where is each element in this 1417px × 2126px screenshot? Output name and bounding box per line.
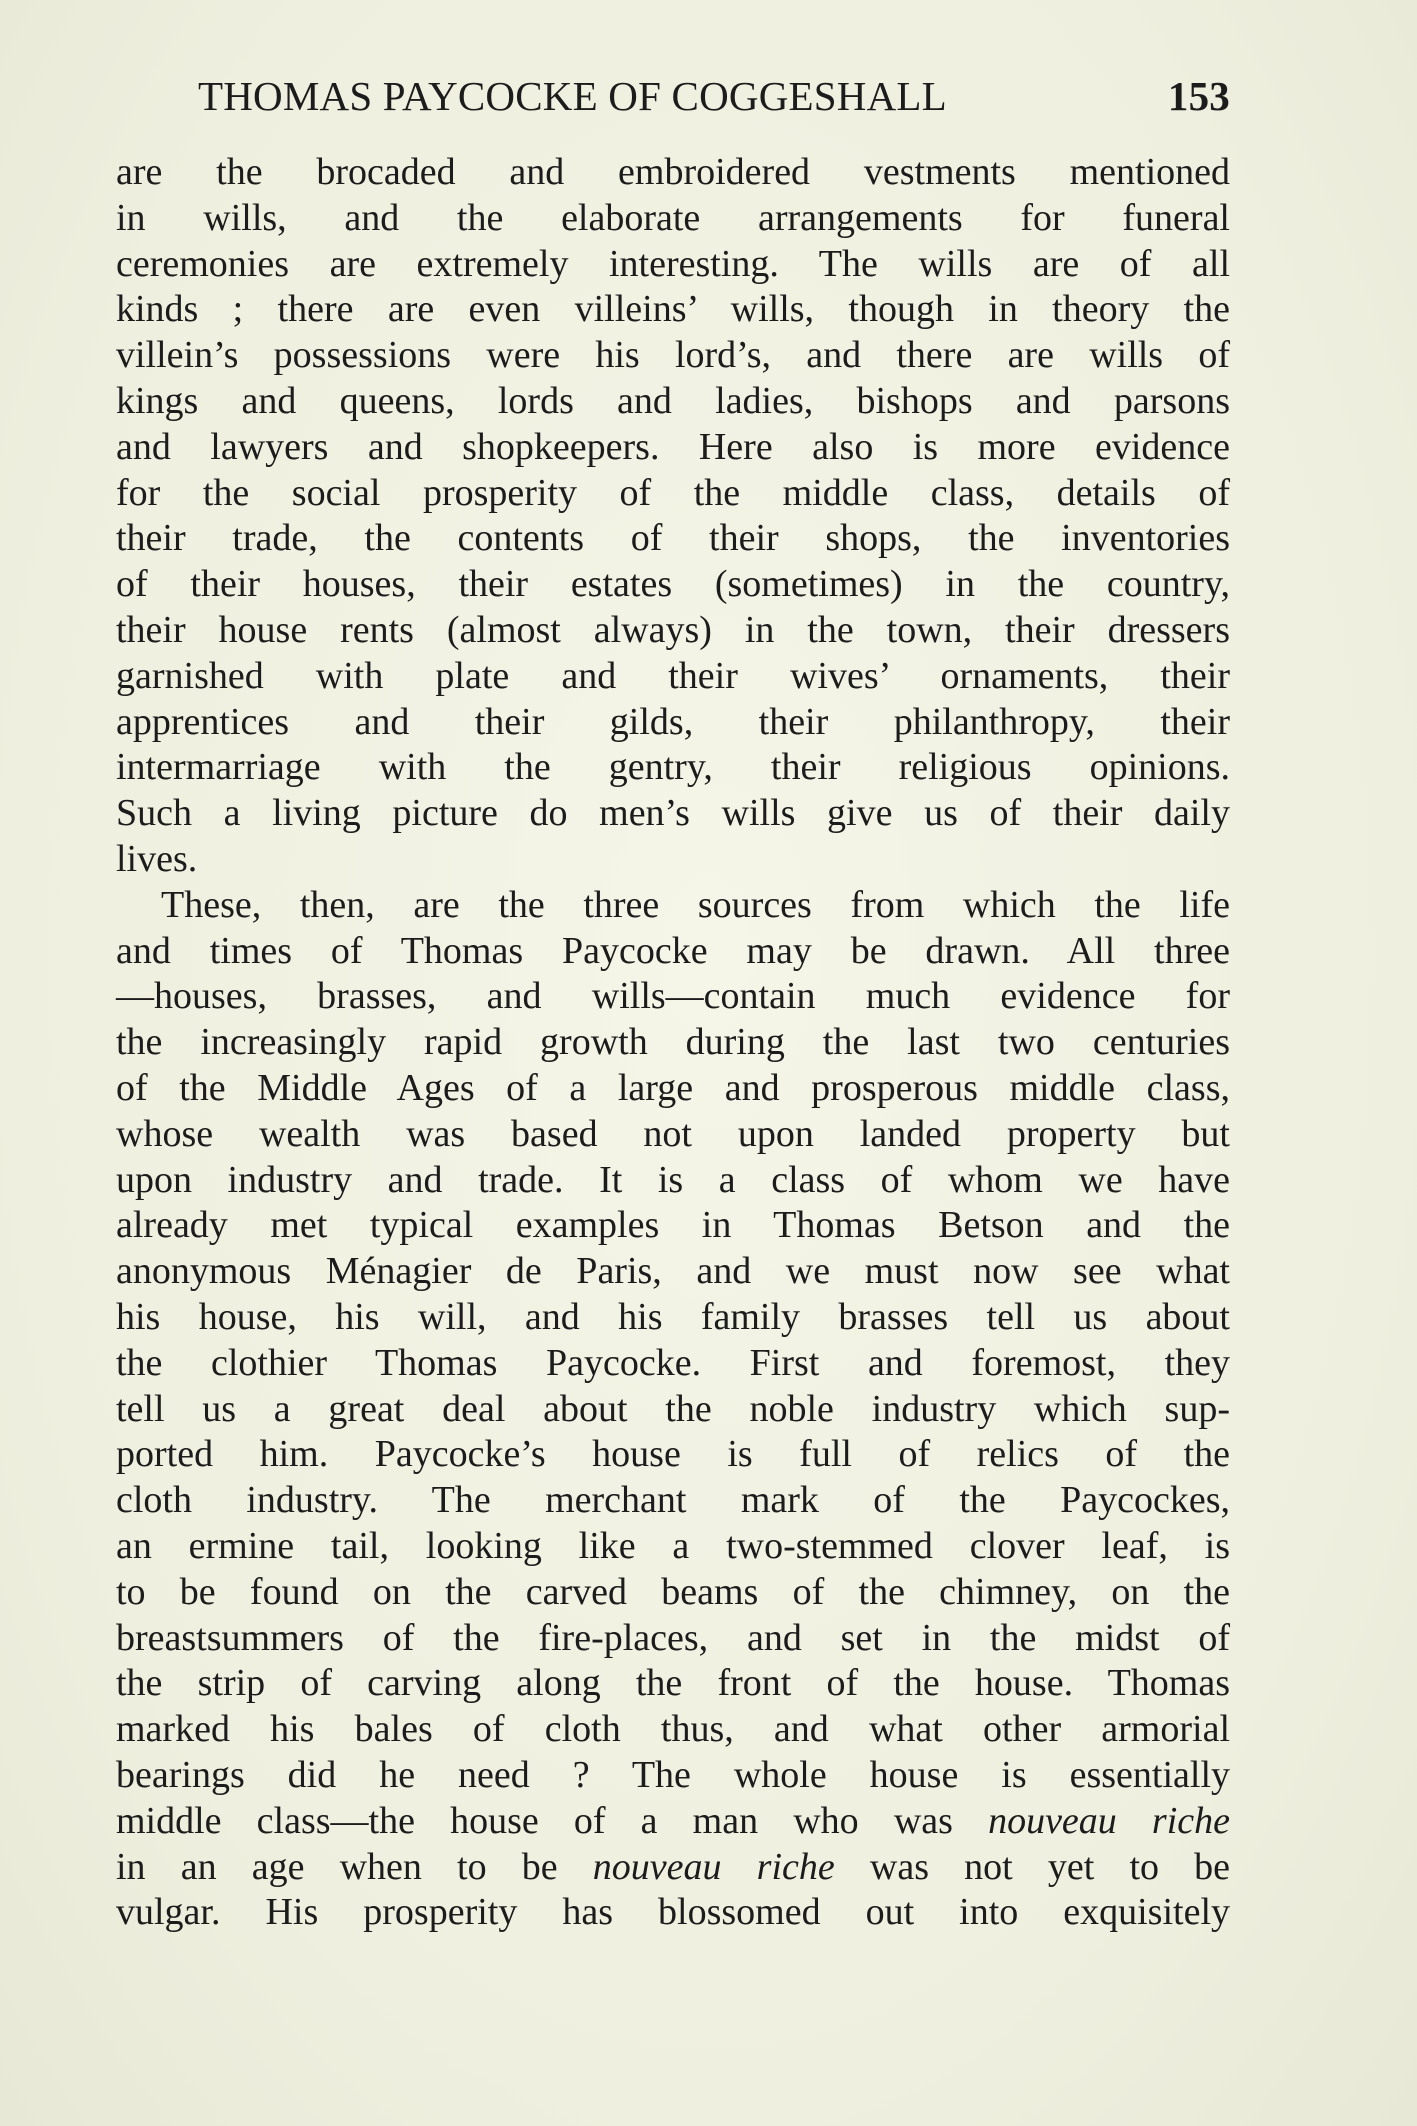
- line-text: middle class—the house of a man who was: [116, 1799, 953, 1842]
- paragraph-start-line: These, then, are the three sources from which the life: [161, 883, 1230, 926]
- running-head: [118, 72, 1230, 132]
- text-line: intermarriage with the gentry, their religious opinions.: [116, 746, 1230, 789]
- text-line: of their houses, their estates (sometimes) in the country,: [116, 563, 1230, 606]
- text-line: cloth industry. The merchant mark of the Paycockes,: [116, 1479, 1230, 1522]
- text-line: whose wealth was based not upon landed property but: [116, 1112, 1230, 1155]
- text-line: lives.: [116, 838, 198, 880]
- text-line: his house, his will, and his family brasses tell us about: [116, 1296, 1230, 1338]
- text-line: upon industry and trade. It is a class of whom we have: [116, 1158, 1230, 1201]
- text-line: of the Middle Ages of a large and prosperous middle class,: [116, 1067, 1230, 1109]
- text-line: apprentices and their gilds, their philanthropy, their: [116, 700, 1230, 743]
- text-line: ceremonies are extremely interesting. The wills are of all: [116, 242, 1230, 285]
- text-line: their house rents (almost always) in the town, their dressers: [116, 609, 1230, 651]
- page-number: 153: [1167, 73, 1230, 119]
- text-line: —houses, brasses, and wills—contain much evidence for: [116, 975, 1230, 1018]
- text-line: garnished with plate and their wives’ ornaments, their: [116, 654, 1230, 697]
- line-text: in an age when to be: [116, 1845, 558, 1888]
- text-line: their trade, the contents of their shops, the inventories: [116, 517, 1230, 560]
- text-line: to be found on the carved beams of the chimney, on the: [116, 1570, 1230, 1613]
- text-line: in wills, and the elaborate arrangements for funeral: [116, 196, 1230, 239]
- text-line: Such a living picture do men’s wills give us of their daily: [116, 792, 1230, 835]
- text-line: the increasingly rapid growth during the last two centuries: [116, 1021, 1230, 1064]
- text-line: [116, 1845, 1230, 1891]
- text-line: anonymous Ménagier de Paris, and we must now see what: [116, 1250, 1230, 1293]
- text-line: [116, 1799, 1230, 1845]
- text-line: villein’s possessions were his lord’s, and there are wills of: [116, 334, 1230, 377]
- text-line: ported him. Paycocke’s house is full of relics of the: [116, 1433, 1230, 1476]
- italic-phrase: nouveau riche: [592, 1845, 835, 1888]
- text-line: and lawyers and shopkeepers. Here also is more evidence: [116, 425, 1230, 468]
- text-line: are the brocaded and embroidered vestments mentioned: [116, 151, 1230, 193]
- text-line: breastsummers of the fire-places, and set in the midst of: [116, 1616, 1230, 1659]
- italic-phrase: nouveau riche: [988, 1799, 1231, 1842]
- body-text: [116, 150, 1230, 1970]
- text-line: vulgar. His prosperity has blossomed out into exquisitely: [116, 1891, 1230, 1934]
- text-line: bearings did he need ? The whole house is essentially: [116, 1754, 1230, 1796]
- text-line: for the social prosperity of the middle class, details of: [116, 471, 1230, 514]
- text-line: tell us a great deal about the noble industry which sup-: [116, 1387, 1230, 1430]
- text-line: the strip of carving along the front of the house. Thomas: [116, 1662, 1230, 1705]
- running-title: THOMAS PAYCOCKE OF COGGESHALL: [198, 73, 947, 119]
- text-line: the clothier Thomas Paycocke. First and foremost, they: [116, 1341, 1230, 1384]
- line-text: was not yet to be: [869, 1845, 1231, 1888]
- text-line: and times of Thomas Paycocke may be drawn. All three: [116, 929, 1230, 972]
- text-line: already met typical examples in Thomas Betson and the: [116, 1204, 1230, 1247]
- text-line: an ermine tail, looking like a two-stemmed clover leaf, is: [116, 1525, 1230, 1567]
- text-line: kinds ; there are even villeins’ wills, though in theory the: [116, 288, 1230, 331]
- text-line: kings and queens, lords and ladies, bishops and parsons: [116, 380, 1230, 422]
- text-line: marked his bales of cloth thus, and what other armorial: [116, 1708, 1230, 1751]
